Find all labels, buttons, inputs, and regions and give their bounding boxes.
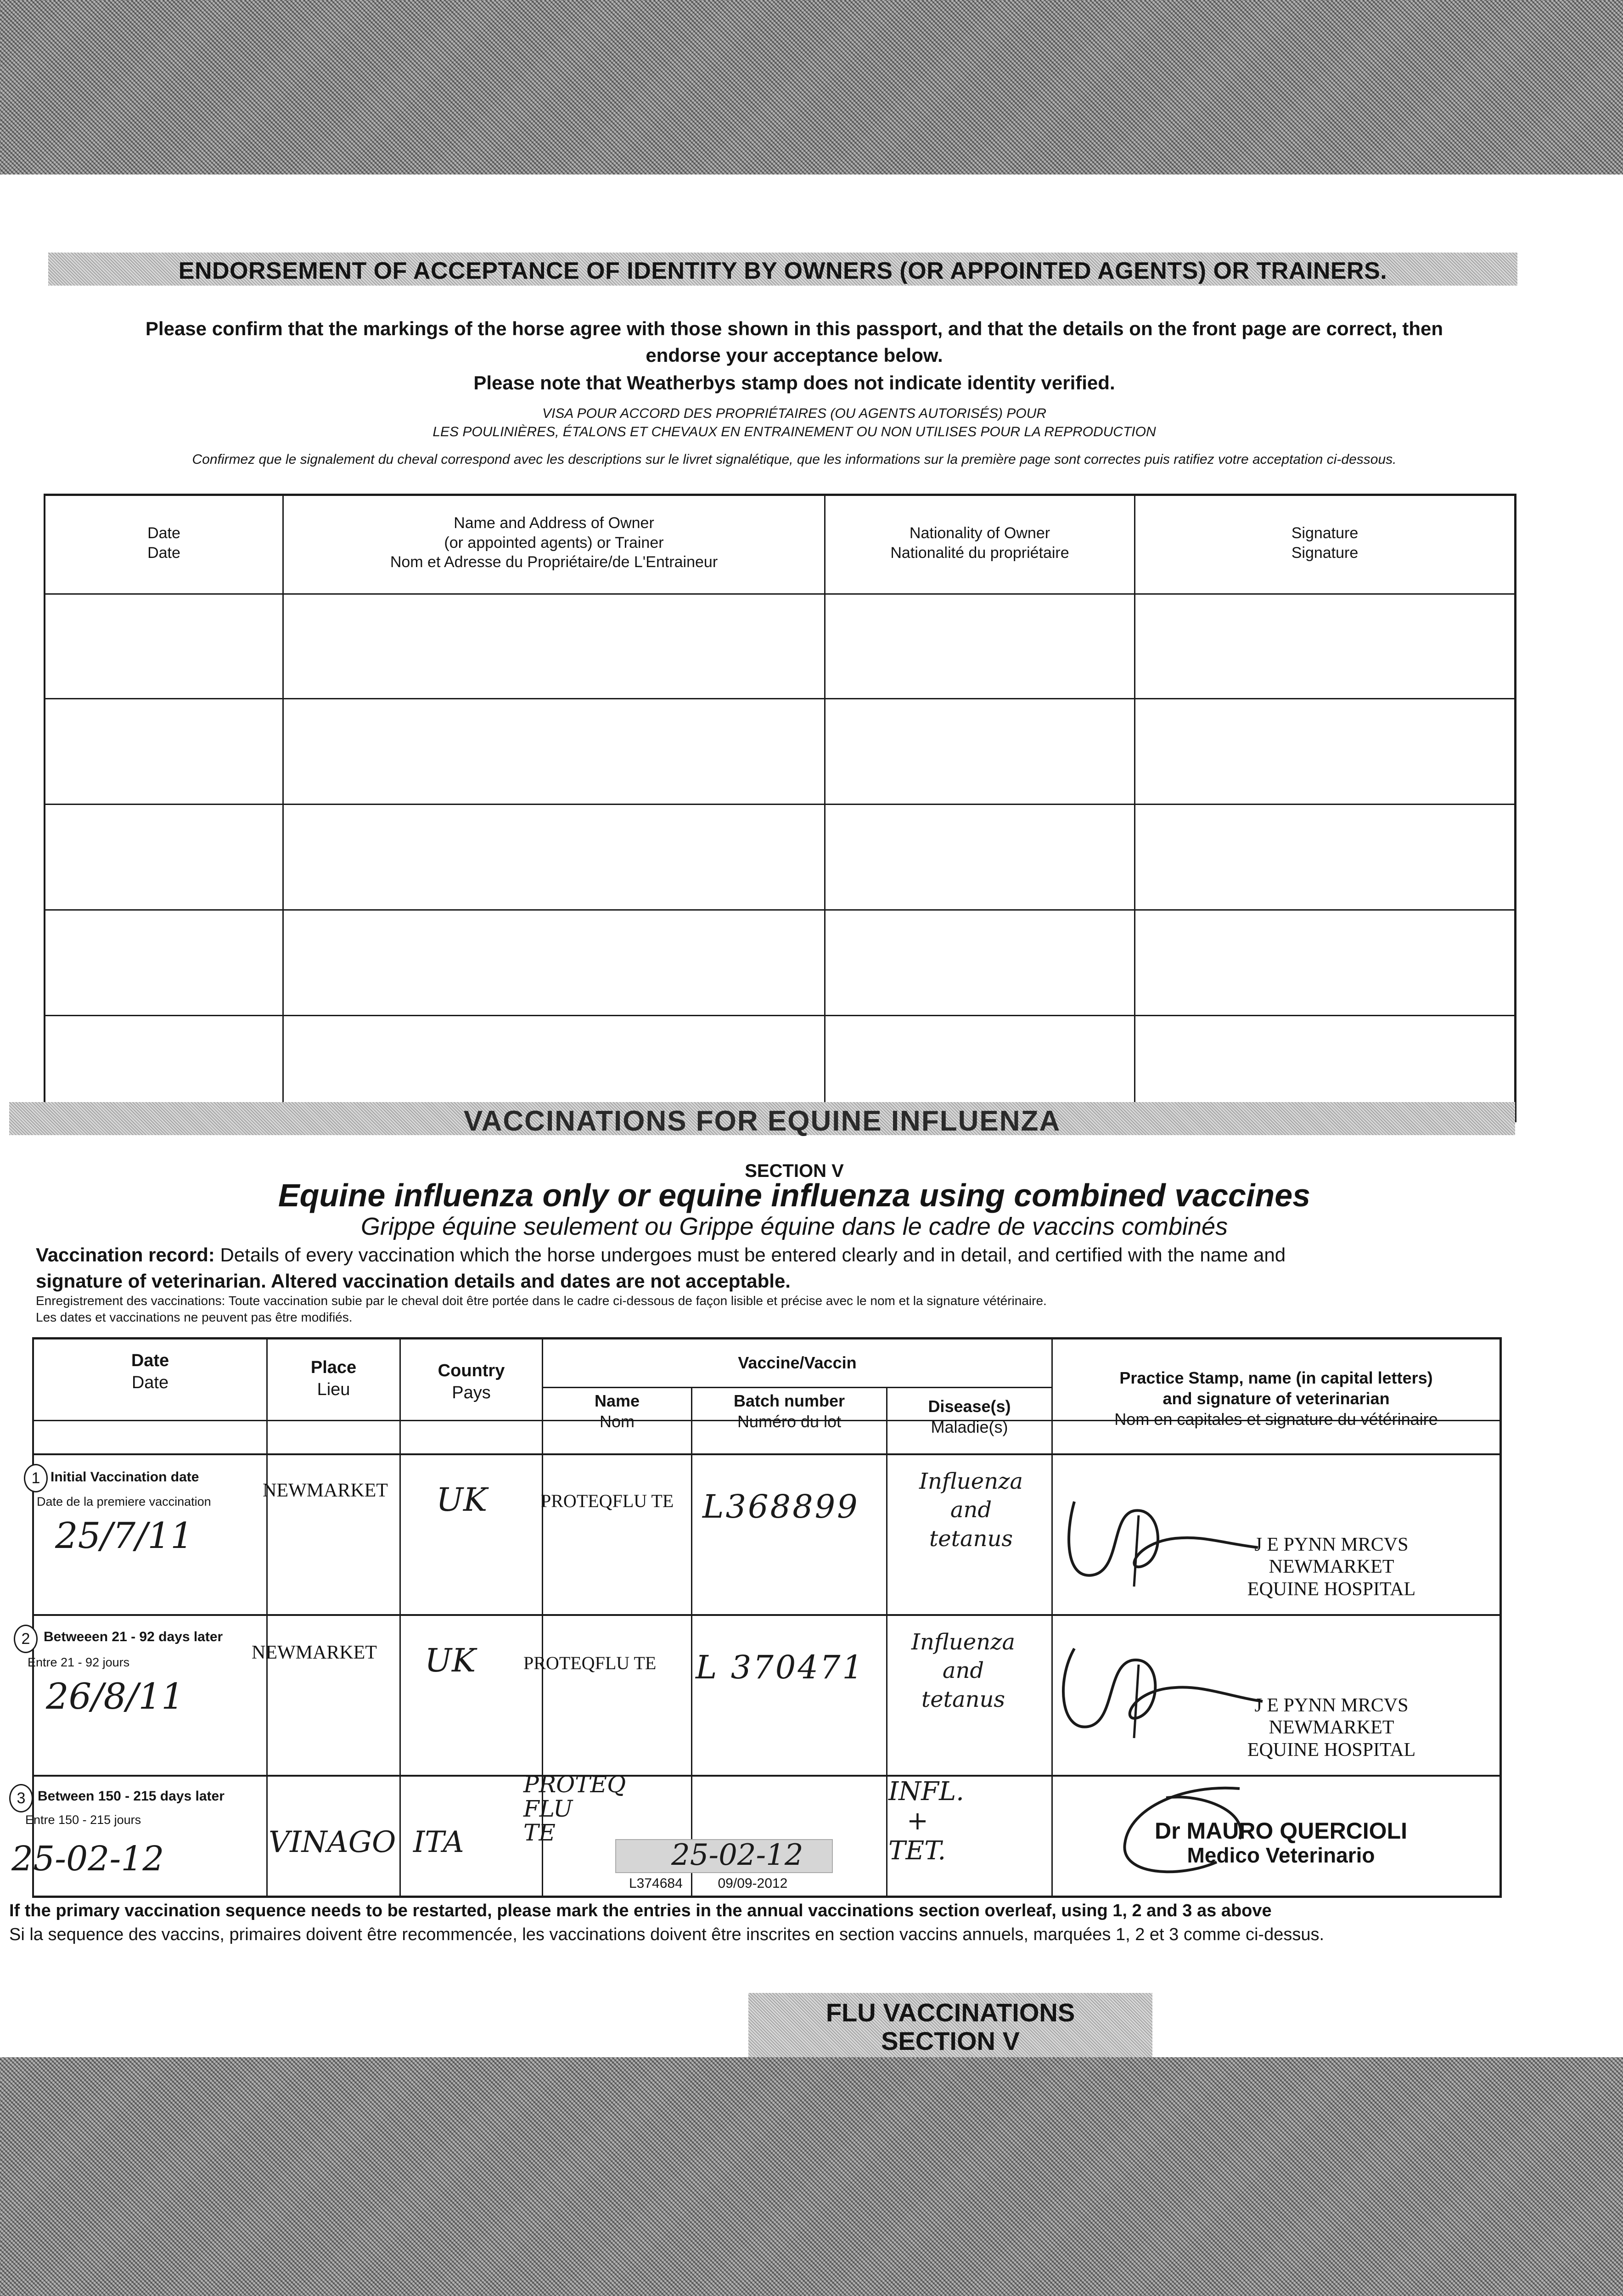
vaccine-line-1: PROTEQ bbox=[523, 1771, 626, 1798]
vaccine-name: PROTEQFLU TE bbox=[523, 1653, 657, 1673]
vacc-col-place-en: Place bbox=[310, 1358, 357, 1377]
row-number-badge bbox=[24, 1464, 48, 1492]
vaccination-place: VINAGO bbox=[269, 1825, 396, 1859]
endorse-col-signature-en: Signature bbox=[1291, 524, 1359, 542]
row-number-badge bbox=[9, 1784, 33, 1812]
vaccination-country: UK bbox=[436, 1481, 488, 1519]
restart-note-fr: Si la sequence des vaccins, primaires doivent être recommencée, les vaccinations doivent être inscrites en section vaccins annuels, marquées 1, 2 et 3 comme ci-dessus. bbox=[9, 1925, 1325, 1944]
vacc-col-stamp-en-2: and signature of veterinarian bbox=[1162, 1389, 1390, 1408]
vacc-col-date-fr: Date bbox=[131, 1373, 169, 1392]
disease-line-3: tetanus bbox=[929, 1525, 1013, 1552]
endorse-col-date-fr: Date bbox=[147, 544, 180, 562]
vaccination-title-fr: Grippe équine seulement ou Grippe équine dans le cadre de vaccins combinés bbox=[360, 1213, 1228, 1240]
vacc-col-country-en: Country bbox=[438, 1361, 505, 1380]
disease-line-3: tetanus bbox=[921, 1686, 1005, 1712]
row-number-badge bbox=[14, 1625, 38, 1653]
batch-number: L 370471 bbox=[696, 1649, 865, 1686]
vaccination-place: NEWMARKET bbox=[252, 1642, 377, 1663]
visa-line-2: LES POULINIÈRES, ÉTALONS ET CHEVAUX EN ENTRAINEMENT OU NON UTILISES POUR LA REPRODUCTION bbox=[432, 424, 1156, 439]
vet-stamp-line-2: NEWMARKET bbox=[1269, 1556, 1394, 1578]
endorse-col-name bbox=[284, 513, 824, 572]
vaccination-country: UK bbox=[425, 1642, 476, 1679]
row-number: 1 bbox=[31, 1469, 40, 1487]
vaccine-name bbox=[523, 1773, 626, 1845]
vacc-col-date-en: Date bbox=[131, 1351, 169, 1370]
vacc-col-name bbox=[543, 1390, 691, 1432]
endorse-col-signature bbox=[1135, 523, 1514, 563]
scan-top-border bbox=[0, 0, 1623, 174]
endorse-col-nationality-en: Nationality of Owner bbox=[909, 524, 1050, 542]
vacc-col-batch-fr: Numéro du lot bbox=[737, 1412, 842, 1431]
row-label-en: Initial Vaccination date bbox=[51, 1469, 199, 1485]
vacc-col-name-fr: Nom bbox=[599, 1412, 635, 1431]
endorse-col-nationality bbox=[826, 523, 1134, 563]
vacc-col-disease-fr: Maladie(s) bbox=[931, 1418, 1008, 1436]
vacc-col-stamp-fr: Nom en capitales et signature du vétérinaire bbox=[1114, 1410, 1438, 1429]
vet-stamp-line-3: EQUINE HOSPITAL bbox=[1247, 1739, 1416, 1761]
vaccination-place: NEWMARKET bbox=[263, 1480, 388, 1501]
bottom-title bbox=[748, 1998, 1152, 2055]
vaccination-date: 25-02-12 bbox=[11, 1839, 164, 1879]
endorse-col-name-en-1: Name and Address of Owner bbox=[454, 514, 654, 532]
vacc-col-batch bbox=[692, 1390, 886, 1432]
vaccination-record-fr-1: Enregistrement des vaccinations: Toute vaccination subie par le cheval doit être portée dans le cadre ci-dessous de façon lisible et précise avec le nom et la signature vétérinaire. bbox=[36, 1294, 1047, 1308]
disease-line-1: Influenza bbox=[919, 1469, 1023, 1494]
vaccine-name: PROTEQFLU TE bbox=[541, 1491, 674, 1511]
batch-number: L368899 bbox=[702, 1488, 859, 1525]
vet-stamp-line-3: EQUINE HOSPITAL bbox=[1247, 1578, 1416, 1600]
vacc-col-stamp-en-1: Practice Stamp, name (in capital letters) bbox=[1119, 1368, 1433, 1387]
row-number: 2 bbox=[21, 1630, 30, 1648]
vacc-col-disease-en: Disease(s) bbox=[928, 1397, 1011, 1416]
vaccination-title-en: Equine influenza only or equine influenza using combined vaccines bbox=[278, 1177, 1311, 1213]
vet-stamp-line-2: Medico Veterinario bbox=[1187, 1843, 1375, 1867]
weatherbys-note: Please note that Weatherbys stamp does not indicate identity verified. bbox=[473, 372, 1115, 394]
vacc-col-place-fr: Lieu bbox=[317, 1379, 350, 1399]
vacc-col-vaccine: Vaccine/Vaccin bbox=[738, 1353, 857, 1372]
visa-line-1: VISA POUR ACCORD DES PROPRIÉTAIRES (OU AGENTS AUTORISÉS) POUR bbox=[542, 406, 1046, 421]
endorsement-instruction-1: Please confirm that the markings of the horse agree with those shown in this passport, and that the details on the front page are correct, then bbox=[145, 318, 1443, 339]
vet-stamp-line-1: Dr MAURO QUERCIOLI bbox=[1155, 1818, 1407, 1844]
bottom-title-line-1: FLU VACCINATIONS bbox=[826, 1998, 1075, 2027]
row-label-fr: Entre 21 - 92 jours bbox=[28, 1655, 130, 1669]
disease-line-1: INFL. bbox=[888, 1777, 964, 1806]
disease-handwritten bbox=[888, 1467, 1054, 1553]
vacc-col-place bbox=[268, 1357, 399, 1401]
disease-line-2: and bbox=[942, 1658, 984, 1684]
vaccination-date: 26/8/11 bbox=[46, 1676, 184, 1717]
batch-date-stamp: 25-02-12 bbox=[671, 1838, 803, 1872]
disease-handwritten bbox=[881, 1628, 1046, 1714]
endorse-col-nationality-fr: Nationalité du propriétaire bbox=[890, 544, 1069, 562]
disease-line-2: and bbox=[950, 1497, 992, 1523]
vaccination-record-text bbox=[36, 1242, 1533, 1294]
bottom-title-line-2: SECTION V bbox=[881, 2026, 1020, 2055]
vacc-col-name-en: Name bbox=[594, 1391, 640, 1410]
endorse-col-name-en-2: (or appointed agents) or Trainer bbox=[444, 534, 664, 551]
confirm-french: Confirmez que le signalement du cheval correspond avec les descriptions sur le livret signalétique, que les informations sur la première page sont correctes puis ratifiez votre acceptation ci-dessous. bbox=[192, 452, 1397, 467]
vacc-col-country-fr: Pays bbox=[452, 1383, 491, 1402]
endorse-col-signature-fr: Signature bbox=[1291, 544, 1359, 562]
row-number: 3 bbox=[17, 1790, 26, 1807]
section-label: SECTION V bbox=[745, 1161, 844, 1181]
disease-handwritten bbox=[888, 1777, 1045, 1866]
endorse-col-date bbox=[45, 523, 282, 563]
vaccination-record-fr-2: Les dates et vaccinations ne peuvent pas être modifiés. bbox=[36, 1310, 353, 1325]
vaccination-banner: VACCINATIONS FOR EQUINE INFLUENZA bbox=[463, 1105, 1061, 1137]
endorse-col-name-fr: Nom et Adresse du Propriétaire/de L'Entraineur bbox=[390, 553, 718, 571]
vet-stamp-3 bbox=[1079, 1818, 1483, 1867]
batch-label-expiry: 09/09-2012 bbox=[718, 1876, 788, 1891]
disease-line-1: Influenza bbox=[911, 1629, 1016, 1655]
vet-stamp-1 bbox=[1194, 1534, 1469, 1600]
vaccination-record-label: Vaccination record: bbox=[36, 1244, 215, 1266]
batch-label bbox=[629, 1876, 787, 1891]
endorse-col-date-en: Date bbox=[147, 524, 180, 542]
batch-label-number: L374684 bbox=[629, 1876, 683, 1891]
vacc-col-disease bbox=[887, 1396, 1051, 1437]
vacc-col-stamp bbox=[1053, 1367, 1499, 1429]
vacc-col-date bbox=[34, 1350, 266, 1394]
endorsement-instruction-2: endorse your acceptance below. bbox=[646, 344, 943, 366]
vaccination-country: ITA bbox=[413, 1825, 464, 1859]
vacc-col-country bbox=[401, 1360, 542, 1404]
row-label-fr: Date de la premiere vaccination bbox=[37, 1495, 211, 1508]
disease-line-2: + bbox=[907, 1806, 928, 1836]
vet-stamp-line-2: NEWMARKET bbox=[1269, 1717, 1394, 1739]
vet-stamp-2 bbox=[1194, 1694, 1469, 1761]
row-label-en: Between 150 - 215 days later bbox=[38, 1789, 225, 1804]
vaccination-date: 25/7/11 bbox=[55, 1515, 193, 1557]
row-label-en: Betweeen 21 - 92 days later bbox=[44, 1629, 223, 1644]
batch-sticker bbox=[615, 1839, 833, 1873]
restart-note-en: If the primary vaccination sequence needs to be restarted, please mark the entries in the annual vaccinations section overleaf, using 1, 2 and 3 as above bbox=[9, 1901, 1272, 1920]
scan-bottom-border bbox=[0, 2057, 1623, 2296]
row-label-fr: Entre 150 - 215 jours bbox=[25, 1813, 141, 1827]
vet-stamp-line-1: J E PYNN MRCVS bbox=[1254, 1534, 1409, 1555]
vaccine-line-3: TE bbox=[523, 1819, 556, 1846]
vaccination-record-line-1: Details of every vaccination which the horse undergoes must be entered clearly and in detail, and certified with the name and bbox=[214, 1244, 1286, 1266]
vacc-col-batch-en: Batch number bbox=[733, 1391, 845, 1410]
vet-stamp-line-1: J E PYNN MRCVS bbox=[1254, 1695, 1409, 1716]
disease-line-3: TET. bbox=[888, 1835, 946, 1866]
vaccination-record-fr bbox=[36, 1293, 1533, 1326]
vaccination-record-line-2: signature of veterinarian. Altered vaccination details and dates are not acceptable. bbox=[36, 1270, 791, 1292]
vaccine-line-2: FLU bbox=[523, 1795, 573, 1822]
endorsement-title: ENDORSEMENT OF ACCEPTANCE OF IDENTITY BY OWNERS (OR APPOINTED AGENTS) OR TRAINERS. bbox=[178, 258, 1387, 284]
